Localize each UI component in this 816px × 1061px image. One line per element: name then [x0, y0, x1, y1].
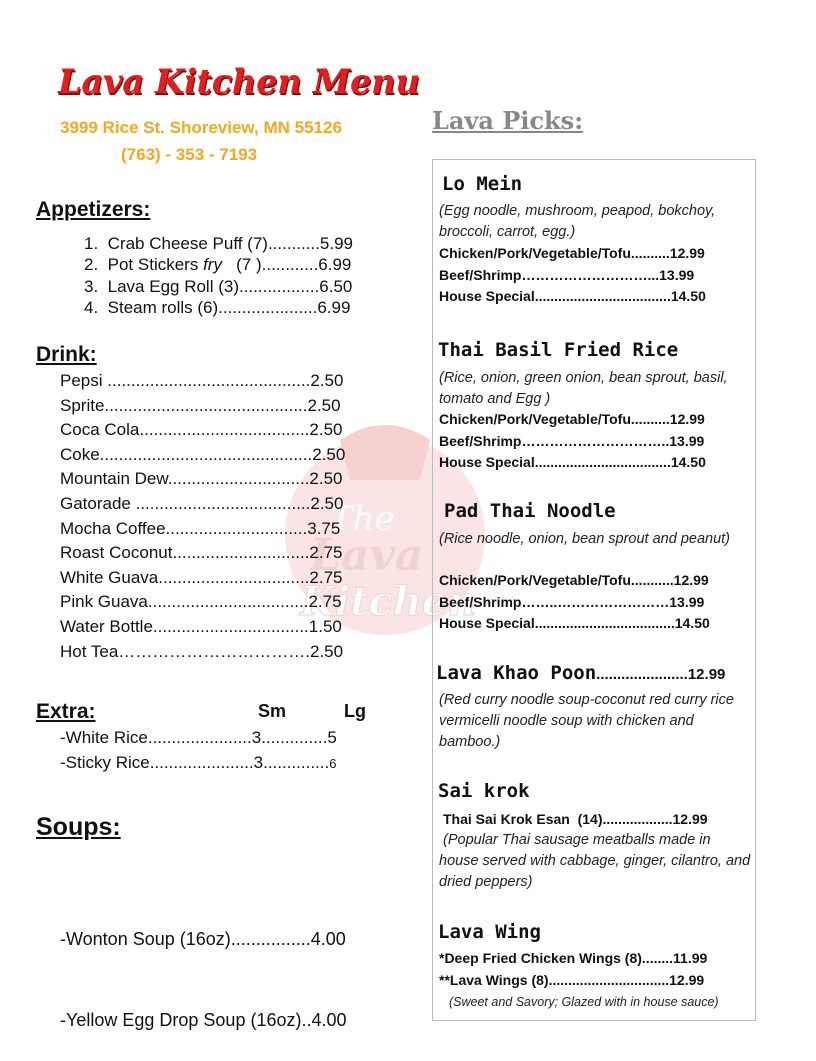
- list-item: [84, 233, 353, 254]
- list-item: Coke.............................................2.50: [60, 444, 346, 464]
- price-row: Chicken/Pork/Vegetable/Tofu..........12.99: [439, 411, 705, 427]
- basil-rice-title: Thai Basil Fried Rice: [438, 339, 679, 361]
- item-number: 3.: [84, 276, 99, 296]
- list-item: Mountain Dew..............................2.50: [60, 469, 343, 489]
- price-row: Beef/Shrimp…………………………..13.99: [439, 432, 705, 449]
- item-text: Pot Stickers: [107, 255, 204, 275]
- lo-mein-title: Lo Mein: [442, 173, 523, 195]
- list-item: Sprite...........................................2.50: [60, 395, 341, 415]
- soups-list: [60, 872, 347, 1061]
- item-text: (7 )............6.99: [221, 255, 352, 275]
- price-row: Beef/Shrimp……..……………………13.99: [439, 593, 705, 610]
- address: 3999 Rice St. Shoreview, MN 55126: [60, 118, 342, 137]
- soups-heading: Soups:: [36, 813, 121, 841]
- item-text: Steam rolls (6).....................6.99: [107, 298, 351, 318]
- list-item: [84, 254, 353, 275]
- watermark-line1: The: [330, 499, 395, 539]
- khao-poon-desc: (Red curry noodle soup-coconut red curry rice vermicelli noodle soup with chicken and bamboo.): [439, 692, 734, 750]
- price-row: *Deep Fried Chicken Wings (8)........11.99: [439, 950, 708, 966]
- khao-poon-row: [436, 662, 725, 684]
- pad-thai-prices: [439, 570, 710, 635]
- price-row: Chicken/Pork/Vegetable/Tofu..........12.99: [439, 245, 705, 261]
- price-row: Chicken/Pork/Vegetable/Tofu...........12.99: [439, 572, 709, 588]
- extra-heading: Extra:: [36, 700, 96, 723]
- pad-thai-title: Pad Thai Noodle: [444, 500, 616, 522]
- price-row: House Special...................................14.50: [439, 454, 706, 471]
- price-row: House Special....................................14.50: [439, 615, 710, 632]
- sai-krok-price: Thai Sai Krok Esan (14)..................12.99: [443, 811, 708, 827]
- list-item: -Wonton Soup (16oz)................4.00: [60, 929, 346, 949]
- list-item: -Yellow Egg Drop Soup (16oz)..4.00: [60, 1010, 347, 1030]
- sticky-rice-large-price: 6: [329, 756, 337, 771]
- item-text: Lava Egg Roll (3).................6.50: [107, 276, 353, 296]
- appetizers-heading: Appetizers:: [36, 198, 151, 221]
- menu-title: Lava Kitchen Menu: [58, 62, 420, 102]
- khao-poon-title: Lava Khao Poon: [436, 662, 597, 684]
- sticky-rice-row: [60, 751, 336, 777]
- list-item: White Guava................................2.75: [60, 567, 343, 587]
- list-item: Water Bottle.................................1.50: [60, 616, 342, 636]
- drink-heading: Drink:: [36, 343, 97, 366]
- price-row: House Special...................................14.50: [439, 288, 706, 305]
- item-number: 2.: [84, 255, 99, 275]
- basil-rice-desc: (Rice, onion, green onion, bean sprout, basil, tomato and Egg ): [439, 370, 728, 407]
- drink-list: [60, 369, 345, 664]
- size-large-label: Lg: [344, 701, 366, 721]
- lo-mein-desc: (Egg noodle, mushroom, peapod, bokchoy, broccoli, carrot, egg.): [439, 203, 716, 240]
- sticky-rice-text: -Sticky Rice......................3..............: [60, 753, 330, 772]
- lo-mein-prices: [439, 243, 706, 308]
- chef-hat-icon: [340, 425, 430, 480]
- size-small-label: Sm: [258, 701, 287, 721]
- list-item: Mocha Coffee..............................3.75: [60, 518, 341, 538]
- item-text-italic: fry: [203, 255, 222, 275]
- item-text: Crab Cheese Puff (7)...........5.99: [107, 234, 354, 253]
- item-number: 1.: [84, 234, 99, 253]
- sai-krok-desc: (Popular Thai sausage meatballs made in house served with cabbage, ginger, cilantro, and dried peppers): [439, 832, 751, 890]
- list-item: [84, 297, 353, 318]
- price-row: **Lava Wings (8)...............................12.99: [439, 971, 705, 988]
- white-rice-row: -White Rice......................3..............5: [60, 728, 337, 747]
- lava-wing-note: (Sweet and Savory; Glazed with in house sauce): [449, 995, 719, 1009]
- price-row: Beef/Shrimp………………………...13.99: [439, 266, 695, 283]
- lava-picks-title: Lava Picks:: [432, 106, 584, 135]
- sai-krok-title: Sai krok: [438, 780, 530, 802]
- list-item: Roast Coconut.............................2.75: [60, 543, 343, 563]
- list-item: Hot Tea…………………………….2.50: [60, 641, 344, 661]
- list-item: [84, 276, 353, 297]
- phone: (763) - 353 - 7193: [121, 145, 258, 164]
- basil-rice-prices: [439, 409, 706, 474]
- watermark-line3: Kitchen: [300, 578, 477, 625]
- lava-wing-title: Lava Wing: [438, 921, 541, 943]
- pad-thai-desc: (Rice noodle, onion, bean sprout and peanut): [439, 531, 731, 547]
- lava-wing-prices: [439, 948, 707, 991]
- item-number: 4.: [84, 298, 99, 318]
- khao-poon-price: ......................12.99: [596, 666, 726, 683]
- list-item: Coca Cola....................................2.50: [60, 420, 343, 440]
- list-item: Pepsi ...........................................2.50: [60, 371, 344, 390]
- watermark-line2: Lava: [310, 530, 424, 581]
- list-item: Pink Guava..................................2.75: [60, 592, 342, 612]
- list-item: Gatorade .....................................2.50: [60, 493, 344, 513]
- appetizers-list: [84, 233, 353, 319]
